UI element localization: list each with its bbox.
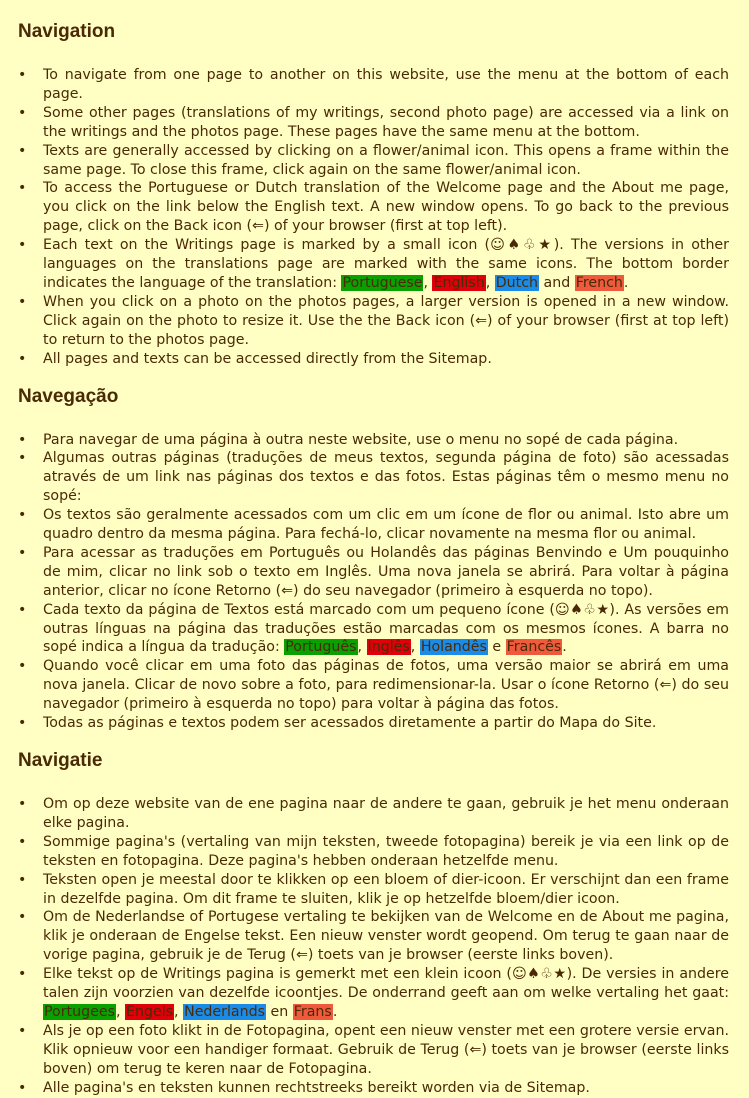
separator: and — [539, 274, 575, 291]
language-tag-english: English — [433, 274, 485, 291]
list-item: • Para acessar as traduções em Português ou Holandês das páginas Benvindo e Um pouquinho de mim, clicar no link sob o texto em Inglês. Uma nova janela se abrirá. Para voltar à página anterior, clicar no ícone Retorno (⇐) do seu navegador (primeiro à esquerda no topo). — [18, 544, 729, 601]
section-title: Navigation — [18, 21, 116, 42]
separator: en — [266, 1003, 293, 1020]
list-item-text: . — [623, 274, 629, 291]
list-item: • Alle pagina's en teksten kunnen rechtstreeks bereikt worden via de Sitemap. — [18, 1079, 729, 1098]
section-title: Navigatie — [18, 750, 103, 771]
list-item-text: . — [332, 1003, 338, 1020]
language-tag-portuguese: Portugees — [44, 1003, 115, 1020]
language-tag-portuguese: Portuguese — [342, 274, 423, 291]
bullet-list — [18, 431, 729, 734]
language-tag-dutch: Holandês — [420, 639, 487, 656]
list-item-text: . — [562, 639, 567, 656]
section-dutch — [18, 749, 729, 1098]
list-item: • Om op deze website van de ene pagina naar de andere te gaan, gebruik je het menu onderaan elke pagina. — [18, 795, 729, 833]
list-item: • Teksten open je meestal door te klikken op een bloem of dier-icoon. Er verschijnt dan een frame in dezelfde pagina. Om dit frame te sluiten, klik je op hetzelfde bloem/dier icoon. — [18, 871, 729, 909]
language-tag-portuguese: Português — [285, 639, 357, 656]
language-tag-english: Inglês — [367, 639, 410, 656]
list-item: • Para navegar de uma página à outra neste website, use o menu no sopé de cada página. — [18, 431, 729, 450]
section-portuguese — [18, 385, 729, 734]
separator: , — [115, 1003, 126, 1020]
list-item — [18, 601, 729, 658]
list-item: • Als je op een foto klikt in de Fotopagina, opent een nieuw venster met een grotere versie ervan. Klik opnieuw voor een handiger formaat. Gebruik de Terug (⇐) toets van je browser (eerste links boven) om terug te keren naar de Fotopagina. — [18, 1022, 729, 1079]
list-item: • When you click on a photo on the photos pages, a larger version is opened in a new window. Click again on the photo to resize it. Use the the Back icon (⇐) of your browser (first at top left) to return to the photos page. — [18, 293, 729, 350]
list-item: • Quando você clicar em uma foto das páginas de fotos, uma versão maior se abrirá em uma nova janela. Clicar de novo sobre a foto, para redimensionar-la. Usar o ícone Retorno (⇐) do seu navegador (primeiro à esquerda no topo) para voltar à página das fotos. — [18, 657, 729, 714]
list-item — [18, 965, 729, 1022]
list-item: • To navigate from one page to another on this website, use the menu at the bottom of each page. — [18, 66, 729, 104]
list-item: • Todas as páginas e textos podem ser acessados diretamente a partir do Mapa do Site. — [18, 714, 729, 733]
list-item-text: Elke tekst op de Writings pagina is gemerkt met een klein icoon (☺♠♧★). De versies in andere talen zijn voorzien van dezelfde icoontjes. De onderrand geeft aan om welke vertaling het gaat: — [43, 966, 729, 1002]
language-tag-dutch: Nederlands — [184, 1003, 266, 1020]
language-tag-french: Frans — [293, 1003, 332, 1020]
list-item: • To access the Portuguese or Dutch translation of the Welcome page and the About me page, you click on the link below the English text. A new window opens. To go back to the previous page, click on the Back icon (⇐) of your browser (first at top left). — [18, 179, 729, 236]
separator: , — [174, 1003, 184, 1020]
list-item: • Sommige pagina's (vertaling van mijn teksten, tweede fotopagina) bereik je via een link op de teksten en fotopagina. Deze pagina's hebben onderaan hetzelfde menu. — [18, 833, 729, 871]
list-item-text: Cada texto da página de Textos está marcado com um pequeno ícone (☺♠♧★). As versões em outras línguas na página das traduções estão marcadas com os mesmos ícones. A barra no sopé indica a língua da tradução: — [43, 601, 729, 656]
bullet-list — [18, 66, 729, 369]
section-english — [18, 20, 729, 369]
list-item: • Some other pages (translations of my writings, second photo page) are accessed via a link on the writings and the photos page. These pages have the same menu at the bottom. — [18, 104, 729, 142]
list-item: • Os textos são geralmente acessados com um clic em um ícone de flor ou animal. Isto abre um quadro dentro da mesma página. Para fechá-lo, clicar novamente na mesma flor ou animal. — [18, 506, 729, 544]
list-item: • Texts are generally accessed by clicking on a flower/animal icon. This opens a frame within the same page. To close this frame, click again on the same flower/animal icon. — [18, 142, 729, 180]
list-item: • Algumas outras páginas (traduções de meus textos, segunda página de foto) são acessadas através de um link nas páginas dos textos e das fotos. Estas páginas têm o mesmo menu no sopé: — [18, 449, 729, 506]
separator: , — [410, 639, 420, 656]
separator: , — [357, 639, 367, 656]
language-tag-dutch: Dutch — [495, 274, 539, 291]
list-item-text: Each text on the Writings page is marked by a small icon (☺♠♧★). The versions in other languages on the translations page are marked with the same icons. The bottom border indicates the language of the translation: — [43, 237, 729, 291]
separator: e — [487, 639, 506, 656]
list-item: • All pages and texts can be accessed directly from the Sitemap. — [18, 350, 729, 369]
language-tag-french: Francês — [506, 639, 562, 656]
separator: , — [485, 274, 495, 291]
list-item: • Om de Nederlandse of Portugese vertaling te bekijken van de Welcome en de About me pagina, klik je onderaan de Engelse tekst. Een nieuw venster wordt geopend. Om terug te gaan naar de vorige pagina, gebruik je de Terug (⇐) toets van je browser (eerste links boven). — [18, 908, 729, 965]
language-tag-french: French — [575, 274, 623, 291]
list-item — [18, 236, 729, 293]
language-tag-english: Engels — [126, 1003, 174, 1020]
bullet-list — [18, 795, 729, 1098]
section-title: Navegação — [18, 385, 119, 407]
separator: , — [423, 274, 433, 291]
